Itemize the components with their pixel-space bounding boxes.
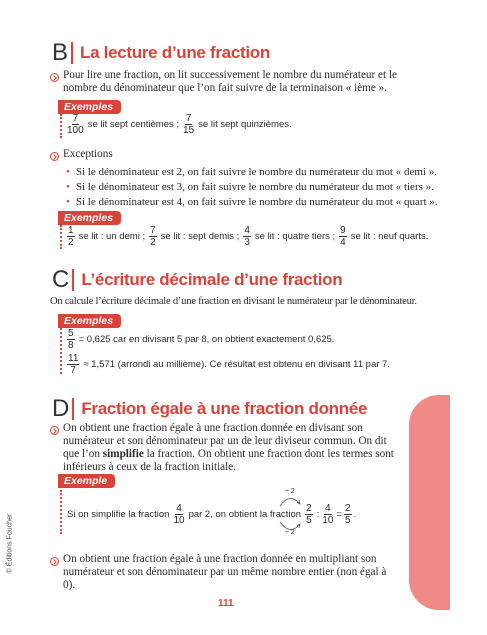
example-line: $\frac{5}{8}$ = 0,625 car en divisant 5 par 8, on obtient exactement 0,625.: [68, 328, 335, 351]
section-divider: [71, 42, 73, 64]
side-tab-text: [465, 426, 487, 586]
copyright: © Éditions Foucher: [6, 513, 14, 574]
examples-label: Exemples: [58, 314, 121, 328]
dotted-rule: [60, 328, 62, 374]
fraction: $\frac{4}{10}$: [173, 503, 185, 526]
section-letter: B: [52, 39, 69, 66]
fraction: $\frac{5}{8}$: [68, 328, 74, 351]
section-divider: [72, 269, 74, 291]
examples-label: Exemples: [58, 100, 121, 114]
section-d-para1: On obtient une fraction égale à une fraction donnée en divisant son numérateur et son dénominateur par un de leur diviseur commun. On dit que l’on simplifie la fraction. On obtient une fraction dont les termes sont inférieurs à ceux de la fraction initiale.: [63, 422, 394, 473]
example-text: se lit sept quinzièmes.: [198, 119, 292, 130]
simplify-example: Si on simplifie la fraction $\frac{4}{10}$ par 2, on obtient la fraction $\frac{2}{5}$ : $\frac{4}{10}$ = $\frac{2}{5}$ .: [67, 503, 357, 526]
fraction: $\frac{9}{4}$: [340, 225, 346, 248]
example-label: Exemple: [58, 474, 115, 488]
exception-item: • Si le dénominateur est 2, on fait suivre le nombre du numérateur du mot « demi ».: [66, 166, 437, 178]
example-line: [66, 113, 292, 136]
side-tab-chapter: Les fractions: [476, 480, 486, 532]
arrow-bullet-icon: [50, 152, 59, 161]
examples-label: Exemples: [58, 211, 121, 225]
fraction: $\frac{2}{5}$: [344, 503, 351, 526]
exception-item: • Si le dénominateur est 3, on fait suivre le nombre du numérateur du mot « tiers ».: [66, 181, 434, 193]
section-title: La lecture d’une fraction: [80, 43, 270, 62]
page-number: 111: [218, 598, 234, 609]
example-line: $\frac{11}{7}$ ≈ 1,571 (arrondi au millième). Ce résultat est obtenu en divisant 11 par 7.: [68, 353, 390, 376]
section-letter: C: [52, 266, 70, 293]
arrow-bullet-icon: [50, 426, 59, 435]
fraction: $\frac{7}{2}$: [150, 225, 156, 248]
arrow-bullet-icon: [50, 557, 59, 566]
section-divider: [72, 398, 74, 420]
exceptions-label: Exceptions: [63, 148, 113, 160]
exception-item: • Si le dénominateur est 4, on fait suivre le nombre du numérateur du mot « quart ».: [66, 196, 438, 208]
section-b-intro: Pour lire une fraction, on lit successivement le nombre du numérateur et le nombre du dénominateur que l’on fait suivre de la terminaison « ième ».: [63, 69, 397, 94]
fraction: $\frac{4}{3}$: [244, 225, 250, 248]
fraction: $\frac{1}{2}$: [68, 225, 74, 248]
section-c-intro: On calcule l’écriture décimale d’une fraction en divisant le numérateur par le dénominateur.: [50, 296, 417, 307]
arrow-label-top: ÷ 2: [285, 488, 295, 495]
side-tab: [409, 395, 450, 610]
example-line: $\frac{1}{2}$ se lit : un demi ; $\frac{7}{2}$ se lit : sept demis ; $\frac{4}{3}$ se lit : quatre tiers ; $\frac{9}{4}$ se lit : neuf quarts.: [68, 225, 429, 248]
arrow-label-bottom: ÷ 2: [285, 529, 295, 536]
section-title: L’écriture décimale d’une fraction: [81, 270, 343, 289]
section-c-heading: [52, 268, 342, 292]
dotted-rule: [60, 225, 62, 249]
fraction: $\frac{7}{15}$: [183, 113, 195, 136]
fraction: $\frac{11}{7}$: [68, 353, 79, 376]
dotted-rule: [60, 114, 62, 138]
section-d-heading: [52, 397, 367, 421]
arrow-bullet-icon: [50, 73, 59, 82]
fraction: $\frac{7}{100}$: [67, 113, 84, 136]
dotted-rule: [60, 490, 62, 534]
example-text: se lit sept centièmes ;: [87, 119, 180, 130]
fraction: $\frac{2}{5}$: [306, 503, 312, 526]
section-letter: D: [52, 395, 70, 422]
section-d-para2: On obtient une fraction égale à une fraction donnée en multipliant son numérateur et son dénominateur par un même nombre entier (non égal à 0).: [63, 553, 387, 591]
section-title: Fraction égale à une fraction donnée: [81, 399, 368, 418]
section-b-heading: [52, 41, 270, 65]
fraction: $\frac{4}{10}$: [322, 503, 334, 526]
side-tab-category: LES CONNAISSANCES – MATHÉMATIQUES: [466, 428, 475, 584]
